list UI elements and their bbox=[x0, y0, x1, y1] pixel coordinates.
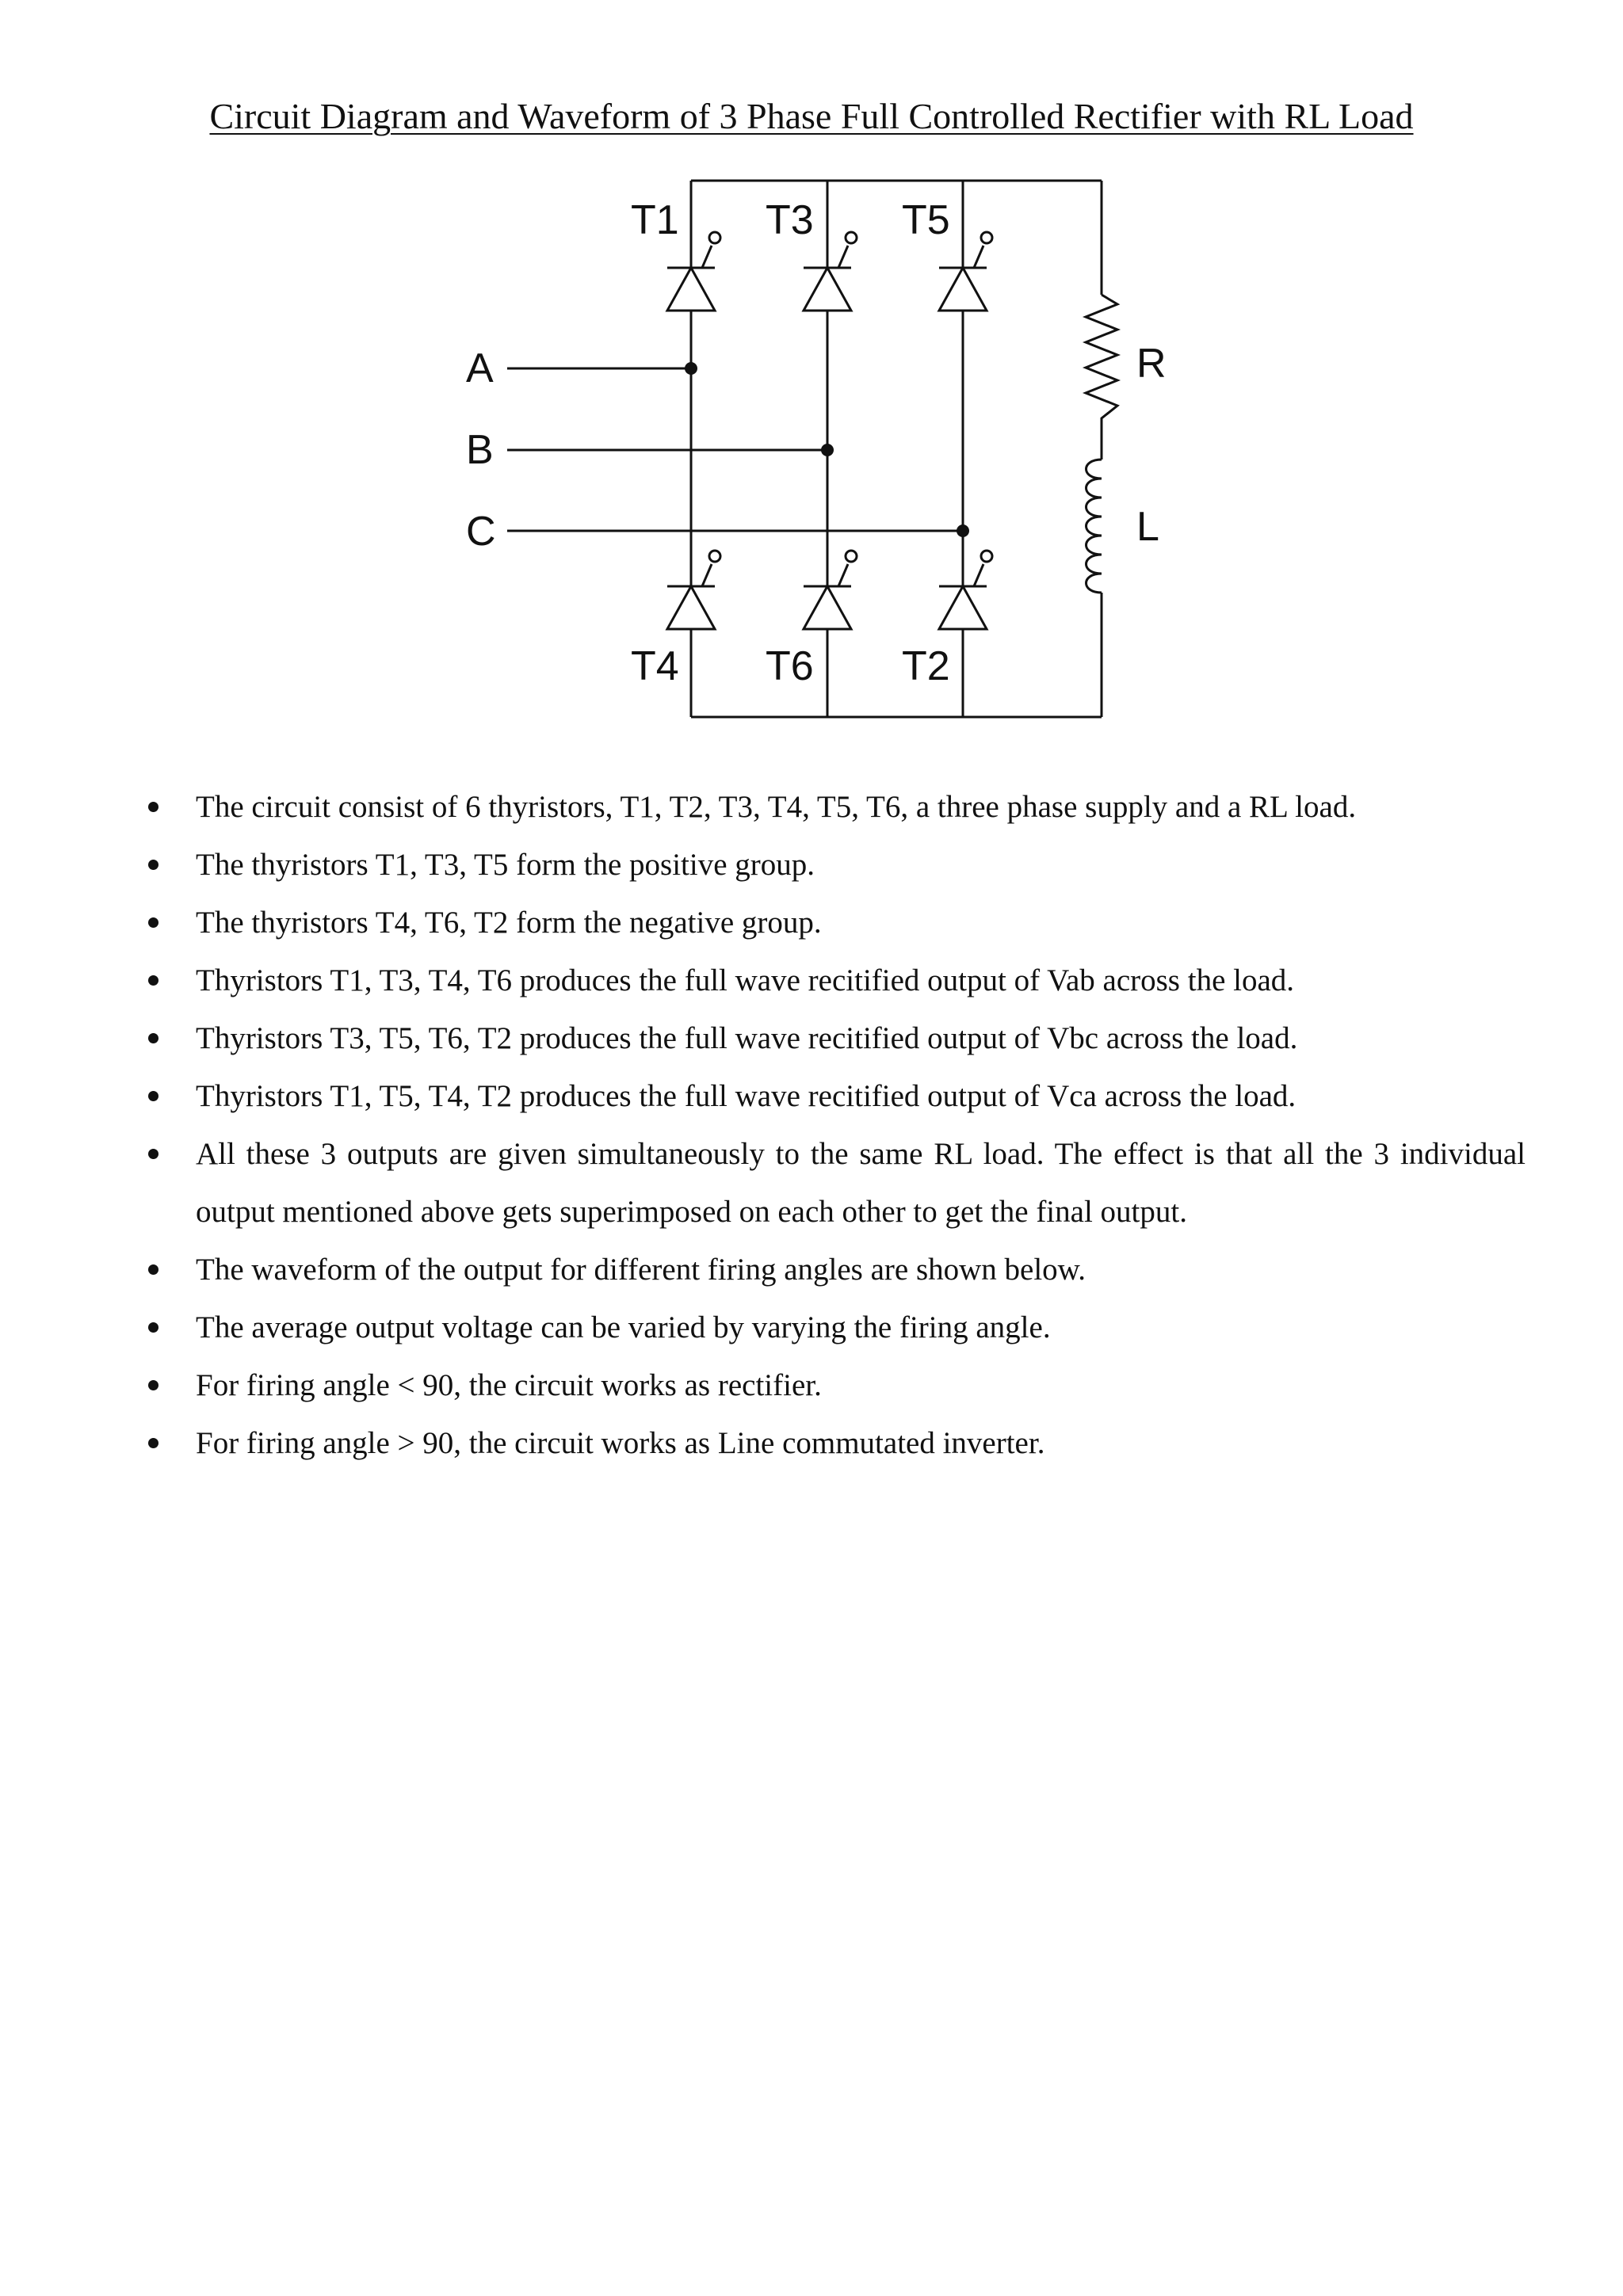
list-item-text: Thyristors T3, T5, T6, T2 produces the full wave recitified output of Vbc across the load. bbox=[196, 1021, 1298, 1055]
bullet-dot-icon bbox=[148, 917, 158, 928]
inductor-symbol bbox=[1086, 460, 1102, 593]
bullet-dot-icon bbox=[148, 1264, 158, 1275]
label-t5: T5 bbox=[902, 197, 950, 243]
label-t4: T4 bbox=[631, 643, 679, 689]
list-item-text: The thyristors T4, T6, T2 form the negative group. bbox=[196, 906, 822, 940]
list-item-text: For firing angle > 90, the circuit works as Line commutated inverter. bbox=[196, 1426, 1045, 1460]
label-resistor: R bbox=[1136, 341, 1167, 387]
list-item-text: The thyristors T1, T3, T5 form the positive group. bbox=[196, 848, 815, 882]
circuit-diagram bbox=[0, 0, 1623, 761]
list-item bbox=[151, 836, 1526, 894]
list-item bbox=[151, 1299, 1526, 1356]
list-item bbox=[151, 778, 1526, 836]
label-phase-a: A bbox=[466, 345, 494, 391]
label-t6: T6 bbox=[766, 643, 814, 689]
junction-c bbox=[957, 524, 969, 537]
bullet-dot-icon bbox=[148, 1322, 158, 1333]
label-t3: T3 bbox=[766, 197, 814, 243]
junction-b bbox=[821, 444, 834, 456]
thyristor-t5-symbol bbox=[939, 232, 992, 311]
list-item bbox=[151, 952, 1526, 1009]
list-item-text: The waveform of the output for different firing angles are shown below. bbox=[196, 1253, 1086, 1287]
label-t1: T1 bbox=[631, 197, 679, 243]
thyristor-t2-symbol bbox=[939, 551, 992, 629]
label-inductor: L bbox=[1136, 504, 1159, 550]
thyristor-t3-symbol bbox=[804, 232, 857, 311]
bullet-dot-icon bbox=[148, 860, 158, 870]
bullet-dot-icon bbox=[148, 975, 158, 986]
thyristor-t4-symbol bbox=[667, 551, 720, 629]
list-item bbox=[151, 1067, 1526, 1125]
list-item bbox=[151, 1241, 1526, 1299]
thyristor-t6-symbol bbox=[804, 551, 857, 629]
list-item bbox=[151, 1356, 1526, 1414]
list-item bbox=[151, 1125, 1526, 1241]
page-title: Circuit Diagram and Waveform of 3 Phase Full Controlled Rectifier with RL Load bbox=[209, 96, 1414, 136]
list-item-text: Thyristors T1, T5, T4, T2 produces the full wave recitified output of Vca across the load. bbox=[196, 1079, 1296, 1113]
label-phase-c: C bbox=[466, 509, 496, 555]
bullet-dot-icon bbox=[148, 1380, 158, 1390]
list-item bbox=[151, 894, 1526, 952]
label-phase-b: B bbox=[466, 427, 494, 473]
list-item-text: For firing angle < 90, the circuit works as rectifier. bbox=[196, 1368, 822, 1402]
list-item bbox=[151, 1009, 1526, 1067]
junction-a bbox=[685, 362, 697, 375]
list-item-text: The average output voltage can be varied by varying the firing angle. bbox=[196, 1310, 1051, 1344]
resistor-symbol bbox=[1086, 295, 1117, 460]
bullet-dot-icon bbox=[148, 1091, 158, 1101]
bullet-dot-icon bbox=[148, 802, 158, 812]
bullet-dot-icon bbox=[148, 1033, 158, 1043]
list-item-text: The circuit consist of 6 thyristors, T1, T2, T3, T4, T5, T6, a three phase supply and a RL load. bbox=[196, 790, 1357, 824]
label-t2: T2 bbox=[902, 643, 950, 689]
thyristor-t1-symbol bbox=[667, 232, 720, 311]
list-item-text: All these 3 outputs are given simultaneously to the same RL load. The effect is that all the 3 individual output mentioned above gets superimposed on each other to get the final output. bbox=[196, 1137, 1526, 1229]
bullet-dot-icon bbox=[148, 1149, 158, 1159]
bullet-list bbox=[151, 778, 1526, 1472]
list-item-text: Thyristors T1, T3, T4, T6 produces the full wave recitified output of Vab across the load. bbox=[196, 963, 1295, 997]
bullet-dot-icon bbox=[148, 1438, 158, 1448]
list-item bbox=[151, 1414, 1526, 1472]
